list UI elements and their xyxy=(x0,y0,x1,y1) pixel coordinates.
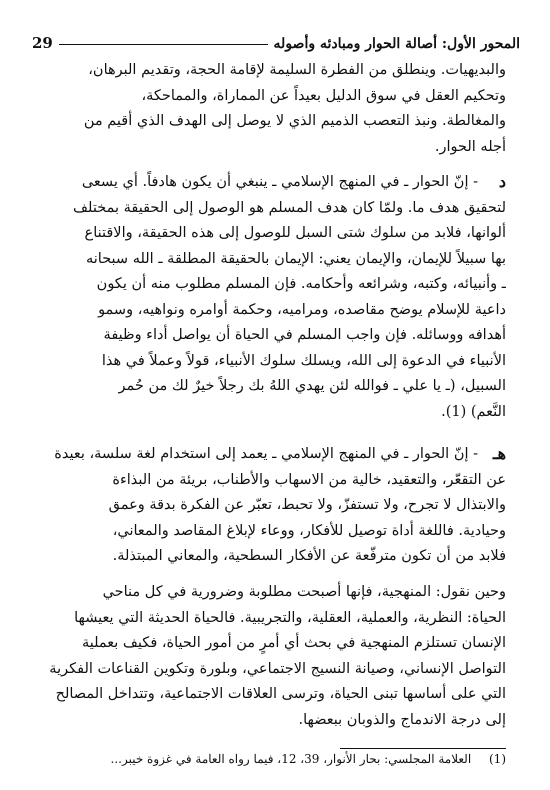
footnote-rule xyxy=(340,748,506,749)
text-line: عن التقعّر، والتعقيد، خالية من الاسهاب والأطناب، بريئة من البذاءة xyxy=(112,471,506,488)
text-line: ألوانها، فلابد من سلوك شتى السبل للوصول إلى هذه الحقيقة، والاقتناع xyxy=(84,225,506,241)
header-rule xyxy=(59,44,268,45)
text-line: وحين نقول: المنهجية، فإنها أصبحت مطلوبة وضرورية في كل مناحي xyxy=(102,584,506,600)
final-paragraph xyxy=(40,580,506,733)
text-line: الحياة: النظرية، والعملية، العقلية، والتجريبية. فالحياة الحديثة التي يعيشها xyxy=(74,609,506,626)
text-line: السبيل، (ـ يا علي ـ فوالله لئن يهدي اللهُ بك رجلاً خيرٌ لك من حُمر xyxy=(118,378,506,394)
intro-paragraph xyxy=(40,58,506,160)
footnote xyxy=(40,752,506,766)
section-h-paragraph xyxy=(40,442,506,570)
text-line: أهدافه ووسائله. فإن واجب المسلم في الحياة أن يواصل أداء وظيفة xyxy=(103,327,506,343)
page-number: 29 xyxy=(32,34,53,52)
text-line: الإنسان تستلزم المنهجية في بحث أي أمرٍ من أمور الحياة، فكيف بعملية xyxy=(81,635,506,651)
text-line: وتحكيم العقل في سوق الدليل بعيداً عن المماراة، والمماحكة، xyxy=(141,87,506,104)
text-line: والبديهيات. وينطلق من الفطرة السليمة لإقامة الحجة، وتقديم البرهان، xyxy=(88,62,506,78)
text-line: أجله الحوار. xyxy=(434,138,506,155)
text-line: فلابد من أن تكون مترفّعة عن الأفكار السطحية، والمعاني المبتذلة. xyxy=(112,548,506,564)
text-line: والابتذال لا تجرح، ولا تستفزّ، ولا تحبط، تعبّر عن الفكرة بدقة وعمق xyxy=(108,497,506,513)
text-line: - إنّ الحوار ـ في المنهج الإسلامي ـ ينبغي أن يكون هادفاً. أي يسعى xyxy=(81,174,478,190)
running-header xyxy=(32,26,520,52)
section-marker-d: د xyxy=(498,172,506,191)
text-line: التواصل الإنساني، وصيانة النسيج الاجتماعي، وبلورة وتكوين القناعات الفكرية xyxy=(49,660,506,677)
section-marker-h: هـ xyxy=(492,444,506,463)
footnote-text: العلامة المجلسي: بحار الأنوار، 39، 12، فيما رواه العامة في غزوة خيبر... xyxy=(110,752,472,766)
text-line: النَّعم) (1). xyxy=(441,403,506,420)
chapter-title: المحور الأول: أصالة الحوار ومبادئه وأصوله xyxy=(273,36,520,52)
text-line: - إنّ الحوار ـ في المنهج الإسلامي ـ يعمد إلى استخدام لغة سلسة، بعيدة xyxy=(54,446,478,462)
section-d-paragraph xyxy=(40,170,506,425)
text-line: داعية للإسلام يوضح مقاصده، ومراميه، وحكمة أوامره ونواهيه، وسمو xyxy=(98,301,506,318)
footnote-number: (1) xyxy=(488,752,506,766)
text-line: التي على أساسها تبنى الحياة، وترسى العلاقات الاجتماعية، وتتداخل المصالح xyxy=(55,686,506,702)
text-line: بها سبيلاً للإيمان، والإيمان يعني: الإيمان بالحقيقة المطلقة ـ الله سبحانه xyxy=(85,250,506,267)
text-line: الأنبياء في الدعوة إلى الله، ويسلك سلوك الأنبياء، قولاً وعملاً في هذا xyxy=(101,352,506,369)
text-line: والمغالطة. ونبذ التعصب الذميم الذي لا يوصل إلى الهدف الذي أقيم من xyxy=(83,113,506,129)
text-line: لتحقيق هدف ما. ولمّا كان هدف المسلم هو الوصول إلى الحقيقة بمختلف xyxy=(73,199,506,216)
text-line: إلى درجة الاندماج والذوبان ببعضها. xyxy=(298,711,506,728)
text-line: وحيادية. فاللغة أداة توصيل للأفكار، ووعاء لإبلاغ المقاصد والمعاني، xyxy=(112,522,506,539)
text-line: ـ وأنبيائه، وكتبه، وشرائعه وأحكامه. فإن المسلم مطلوب منه أن يكون xyxy=(96,276,506,292)
